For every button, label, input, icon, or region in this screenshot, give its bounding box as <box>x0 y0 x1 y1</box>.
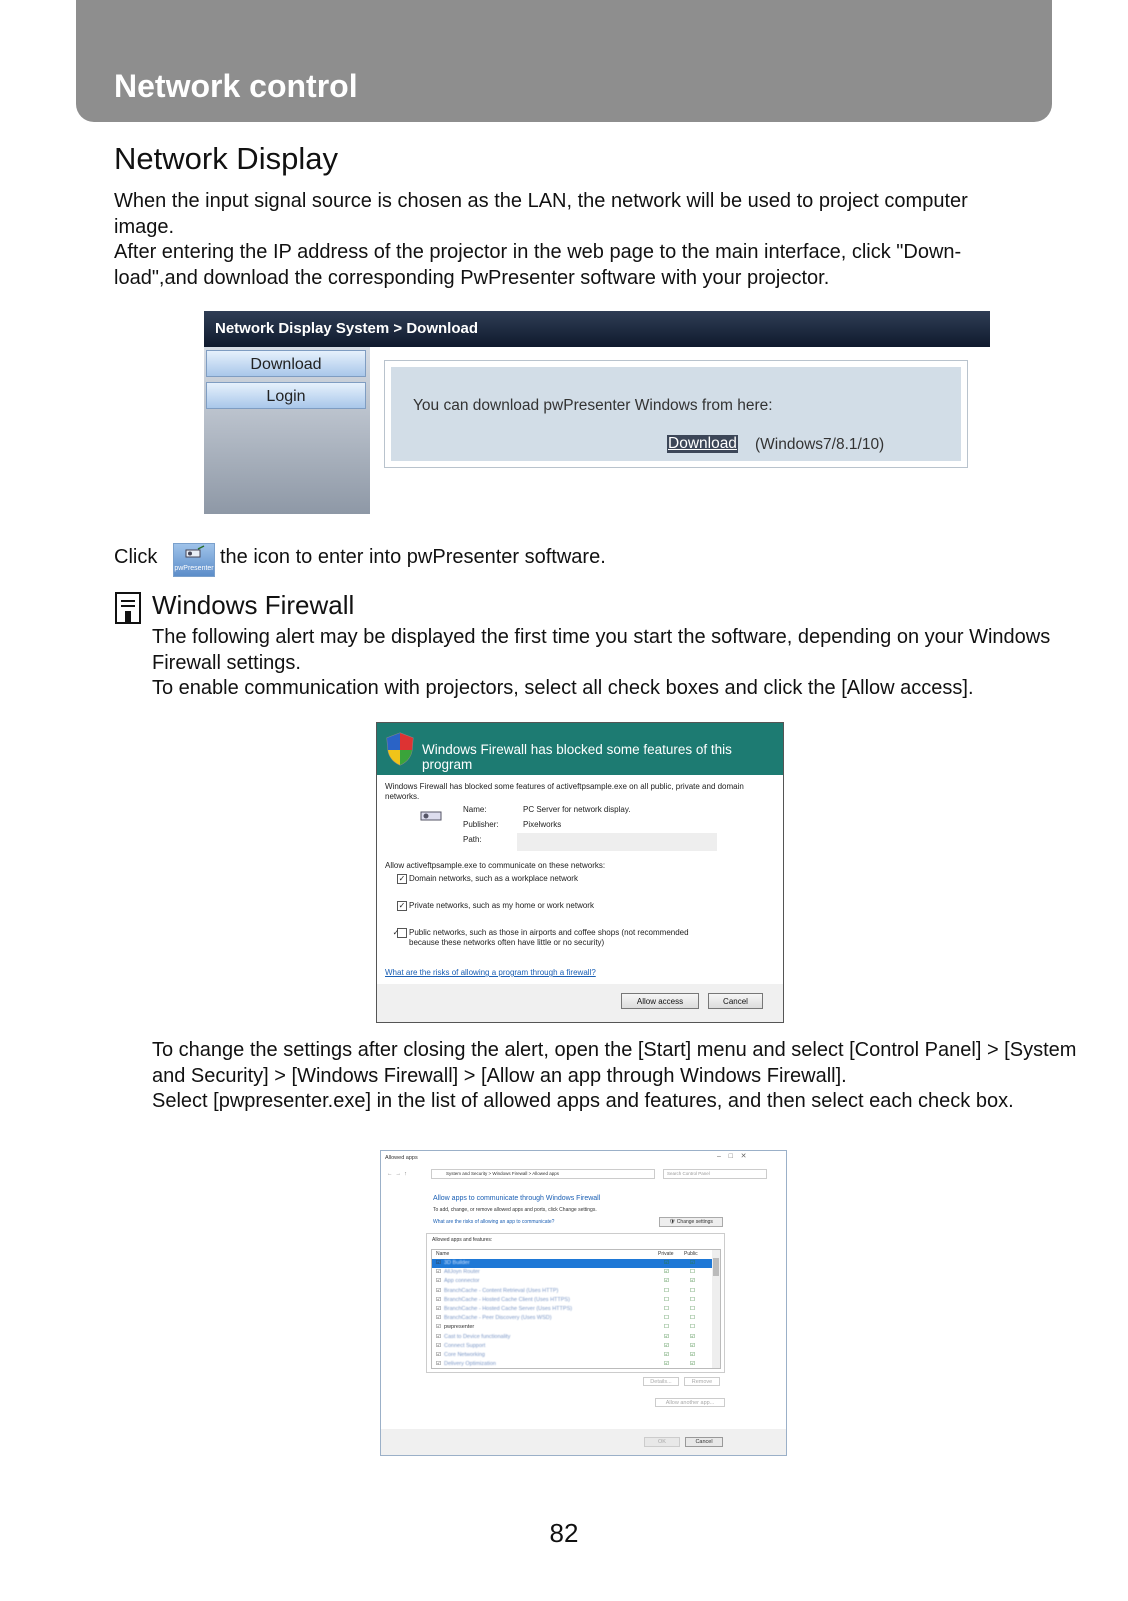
chapter-title: Network control <box>114 68 358 104</box>
public-checkbox[interactable]: ☐ <box>690 1269 695 1276</box>
allowed-apps-subheading: To add, change, or remove allowed apps and ports, click Change settings. <box>433 1207 597 1213</box>
allow-text: Allow activeftpsample.exe to communicate on these networks: <box>385 861 606 870</box>
app-name: BranchCache - Hosted Cache Client (Uses HTTPS) <box>444 1296 570 1303</box>
public-checkbox[interactable]: ☐ <box>690 1324 695 1331</box>
firewall-paragraph-1: The following alert may be displayed the first time you start the software, depending on your Windows Firewall settings. <box>152 626 1051 674</box>
app-name: pwpresenter <box>444 1324 475 1331</box>
app-row[interactable] <box>432 1259 718 1268</box>
app-enabled-checkbox[interactable]: ☑ <box>436 1296 441 1303</box>
name-label: Name: <box>463 805 487 814</box>
app-enabled-checkbox[interactable]: ☑ <box>436 1352 441 1358</box>
app-enabled-checkbox[interactable]: ☑ <box>436 1333 441 1340</box>
public-checkbox[interactable]: ☑ <box>690 1278 695 1285</box>
private-checkbox[interactable]: ☐ <box>664 1287 669 1294</box>
apps-rows <box>432 1259 712 1369</box>
change-settings-button[interactable]: 🛡 Change settings <box>659 1217 723 1227</box>
app-enabled-checkbox[interactable]: ☑ <box>436 1342 441 1349</box>
nds-title-bar: Network Display System > Download <box>204 311 990 347</box>
private-checkbox[interactable]: ☐ <box>664 1296 669 1303</box>
remove-button[interactable]: Remove <box>684 1377 720 1386</box>
domain-checkbox[interactable]: ✓ <box>398 874 406 883</box>
firewall-cancel-button[interactable]: Cancel <box>708 993 763 1009</box>
private-checkbox[interactable]: ☐ <box>664 1315 669 1322</box>
app-row[interactable] <box>432 1305 718 1314</box>
allowed-apps-cancel-button[interactable]: Cancel <box>685 1437 723 1447</box>
nav-arrows[interactable]: ← → ↑ <box>387 1171 407 1177</box>
public-checkbox[interactable]: ☐ <box>690 1296 695 1303</box>
app-row[interactable] <box>432 1342 718 1351</box>
section-title: Network Display <box>114 141 338 176</box>
firewall-dialog <box>376 722 784 1023</box>
app-name: BranchCache - Content Retrieval (Uses HTTP) <box>444 1287 559 1294</box>
projector-icon <box>174 544 214 564</box>
app-row[interactable] <box>432 1296 718 1305</box>
search-input[interactable]: Search Control Panel <box>663 1169 767 1179</box>
firewall-paragraph-3: To change the settings after closing the alert, open the [Start] menu and select [Control Panel] > [System and Security] > [Windows Firewall] > [Allow an app through Windows Firewall]. <box>152 1039 1077 1087</box>
app-name: Connect Support <box>444 1342 486 1349</box>
firewall-intro: Windows Firewall has blocked some features of activeftpsample.exe on all public, private and domain networks. <box>385 782 744 801</box>
firewall-title: Windows Firewall <box>152 590 355 620</box>
app-enabled-checkbox[interactable]: ☑ <box>436 1361 441 1368</box>
name-value: PC Server for network display. <box>523 805 631 814</box>
private-checkbox[interactable]: ☐ <box>664 1324 669 1331</box>
firewall-paragraph-4: Select [pwpresenter.exe] in the list of allowed apps and features, and then select each check box. <box>152 1090 1014 1112</box>
firewall-paragraph-2: To enable communication with projectors, select all check boxes and click the [Allow access]. <box>152 677 974 699</box>
public-checkbox[interactable]: ☑ <box>690 1333 695 1340</box>
scrollbar-thumb[interactable] <box>713 1258 719 1276</box>
private-checkbox[interactable]: ☑ <box>664 1352 669 1358</box>
firewall-risks-link[interactable]: What are the risks of allowing a program through a firewall? <box>385 968 596 977</box>
projector-icon <box>419 809 445 823</box>
private-networks-option[interactable]: ✓ Private networks, such as my home or work network <box>398 901 594 911</box>
app-enabled-checkbox[interactable]: ☑ <box>436 1324 441 1331</box>
app-name: App connector <box>444 1278 480 1285</box>
click-instruction: the icon to enter into pwPresenter software. <box>220 546 606 568</box>
nds-login-button[interactable]: Login <box>206 382 366 409</box>
app-row[interactable] <box>432 1277 718 1286</box>
app-row[interactable] <box>432 1351 718 1360</box>
public-checkbox[interactable]: ☑ <box>690 1352 695 1358</box>
pwpresenter-icon <box>173 543 215 577</box>
app-name: Core Networking <box>444 1352 485 1358</box>
address-bar[interactable] <box>431 1169 655 1179</box>
private-checkbox[interactable]: ☐ <box>664 1306 669 1312</box>
ok-button[interactable]: OK <box>644 1437 680 1447</box>
breadcrumb: System and Security > Windows Firewall > Allowed apps <box>446 1171 560 1176</box>
app-enabled-checkbox[interactable]: ☑ <box>436 1306 441 1312</box>
apps-list[interactable] <box>431 1249 721 1369</box>
app-name: BranchCache - Peer Discovery (Uses WSD) <box>444 1315 552 1322</box>
app-row[interactable] <box>432 1333 718 1342</box>
app-name: 3D Builder <box>444 1260 470 1266</box>
nds-os-versions: (Windows7/8.1/10) <box>755 436 885 453</box>
details-button[interactable]: Details... <box>643 1377 679 1386</box>
intro-paragraph: When the input signal source is chosen as the LAN, the network will be used to project computer image. <box>114 190 968 238</box>
app-row[interactable] <box>432 1268 718 1277</box>
public-networks-option[interactable]: ✓ Public networks, such as those in airports and coffee shops (not recommended because these networks often have little or no security) <box>392 928 689 948</box>
app-name: Cast to Device functionality <box>444 1333 511 1340</box>
app-name: AllJoyn Router <box>444 1269 480 1276</box>
allowed-apps-window-title: Allowed apps <box>385 1155 418 1161</box>
memo-icon <box>115 592 141 626</box>
page-number: 82 <box>549 1518 579 1548</box>
app-enabled-checkbox[interactable]: ☑ <box>436 1287 441 1294</box>
list-label: Allowed apps and features: <box>432 1237 493 1243</box>
nds-sidebar <box>204 347 370 514</box>
list-scrollbar[interactable] <box>712 1250 720 1368</box>
public-checkbox[interactable]: ✓ <box>397 928 407 938</box>
nds-download-link[interactable]: Download <box>668 435 737 452</box>
col-public: Public <box>684 1251 698 1257</box>
public-checkbox[interactable]: ☐ <box>690 1306 695 1312</box>
chapter-header <box>76 0 1052 122</box>
path-value <box>517 833 717 851</box>
public-checkbox[interactable]: ☐ <box>690 1315 695 1322</box>
app-name: Delivery Optimization <box>444 1361 496 1368</box>
window-controls[interactable]: – □ ✕ <box>717 1153 747 1160</box>
app-enabled-checkbox[interactable]: ☑ <box>436 1278 441 1285</box>
app-row[interactable] <box>432 1287 718 1296</box>
publisher-label: Publisher: <box>463 820 499 829</box>
publisher-value: Pixelworks <box>523 820 562 829</box>
private-checkbox[interactable]: ☑ <box>664 1260 669 1266</box>
app-enabled-checkbox[interactable]: ☑ <box>436 1269 441 1276</box>
allowed-apps-group <box>426 1233 725 1373</box>
app-name: BranchCache - Hosted Cache Server (Uses HTTPS) <box>444 1306 573 1312</box>
pwpresenter-icon-label: pwPresenter <box>174 565 214 572</box>
firewall-dialog-header <box>377 723 783 775</box>
private-checkbox[interactable]: ☑ <box>664 1269 669 1276</box>
domain-networks-option[interactable]: ✓ Domain networks, such as a workplace network <box>398 874 578 884</box>
download-paragraph: After entering the IP address of the projector in the web page to the main interface, click "Down-load",and download the corresponding PwPresenter software with your projector. <box>114 241 962 289</box>
allow-another-app-button[interactable]: Allow another app... <box>655 1398 725 1407</box>
public-checkbox[interactable]: ☑ <box>690 1361 695 1368</box>
nds-download-button[interactable]: Download <box>206 350 366 377</box>
app-row[interactable] <box>432 1314 718 1323</box>
app-row[interactable] <box>432 1360 718 1369</box>
private-checkbox[interactable]: ✓ <box>398 901 406 910</box>
path-label: Path: <box>463 835 482 844</box>
click-label: Click <box>114 546 158 568</box>
allowed-apps-footer <box>381 1429 786 1455</box>
app-enabled-checkbox[interactable]: ☑ <box>436 1315 441 1322</box>
private-checkbox[interactable]: ☑ <box>664 1342 669 1349</box>
firewall-dialog-title: Windows Firewall has blocked some features of this program <box>422 742 732 772</box>
public-checkbox[interactable]: ☐ <box>690 1287 695 1294</box>
public-checkbox[interactable]: ☑ <box>690 1342 695 1349</box>
app-row[interactable] <box>432 1323 718 1332</box>
risks-link[interactable]: What are the risks of allowing an app to communicate? <box>433 1219 555 1225</box>
col-private: Private <box>658 1251 674 1257</box>
allowed-apps-heading: Allow apps to communicate through Windows Firewall <box>433 1195 601 1202</box>
private-checkbox[interactable]: ☑ <box>664 1361 669 1368</box>
nds-message: You can download pwPresenter Windows from here: <box>413 397 773 414</box>
private-checkbox[interactable]: ☑ <box>664 1333 669 1340</box>
private-checkbox[interactable]: ☑ <box>664 1278 669 1285</box>
allow-access-button[interactable]: Allow access <box>621 993 699 1009</box>
col-name: Name <box>436 1251 450 1257</box>
nds-download-panel <box>384 360 968 468</box>
shield-icon <box>385 732 415 766</box>
app-enabled-checkbox[interactable]: ☑ <box>436 1260 441 1266</box>
allowed-apps-window <box>380 1150 787 1456</box>
public-checkbox[interactable]: ☑ <box>690 1260 695 1266</box>
network-display-screenshot <box>204 311 990 514</box>
